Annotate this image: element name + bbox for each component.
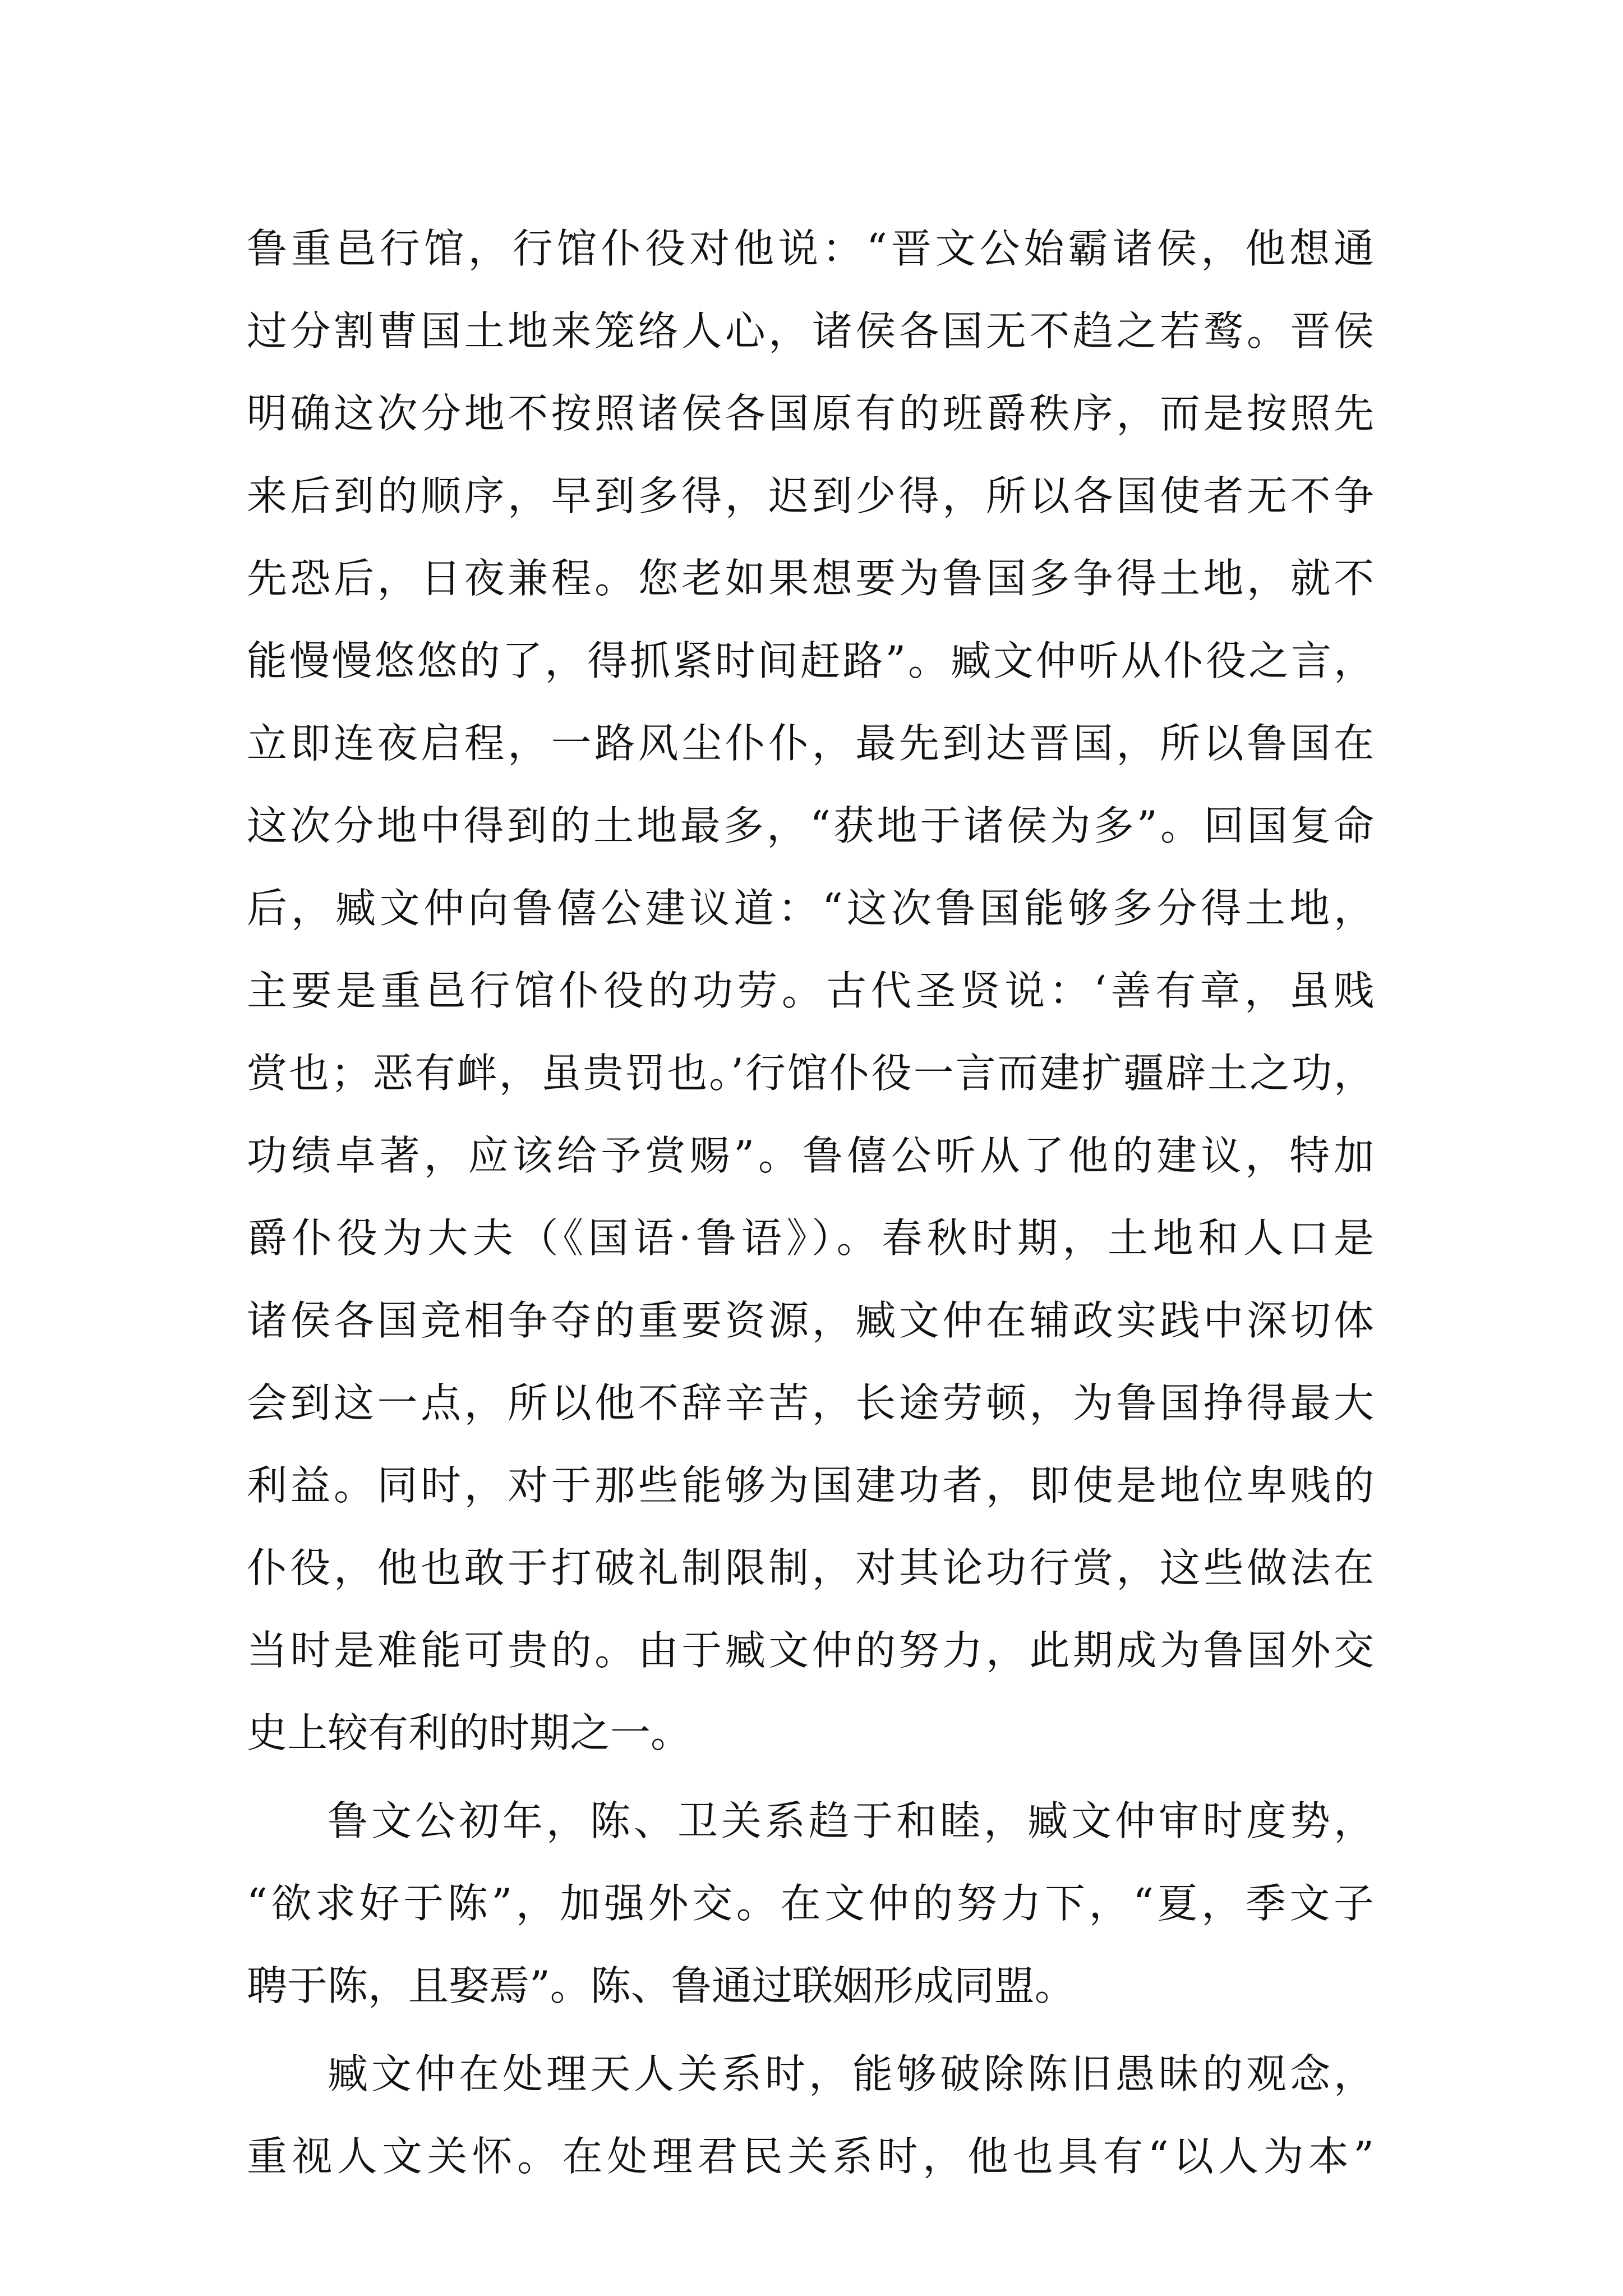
text-line: 仆役，他也敢于打破礼制限制，对其论功行赏，这些做法在 xyxy=(247,1544,1374,1591)
text-line: 爵仆役为大夫（《国语·鲁语》）。春秋时期，土地和人口是 xyxy=(247,1214,1374,1262)
text-line: 当时是难能可贵的。由于臧文仲的努力，此期成为鲁国外交 xyxy=(247,1627,1374,1674)
text-line: 臧文仲在处理天人关系时，能够破除陈旧愚昧的观念， xyxy=(328,2050,1374,2097)
text-line: 功绩卓著，应该给予赏赐”。鲁僖公听从了他的建议，特加 xyxy=(247,1132,1374,1179)
paragraph xyxy=(247,1780,1374,2027)
text-line: 明确这次分地不按照诸侯各国原有的班爵秩序，而是按照先 xyxy=(247,390,1374,437)
text-line: 重视人文关怀。在处理君民关系时，他也具有“以人为本” xyxy=(247,2133,1374,2180)
text-line: 会到这一点，所以他不辞辛苦，长途劳顿，为鲁国挣得最大 xyxy=(247,1379,1374,1427)
paragraph xyxy=(247,2033,1374,2198)
text-line: 主要是重邑行馆仆役的功劳。古代圣贤说：‘善有章，虽贱 xyxy=(247,967,1374,1014)
paragraph-spacer xyxy=(247,1774,1374,1780)
text-line: 赏也；恶有衅，虽贵罚也。’行馆仆役一言而建扩疆辟土之功， xyxy=(247,1050,1374,1097)
text-line: 利益。同时，对于那些能够为国建功者，即使是地位卑贱的 xyxy=(247,1462,1374,1509)
paragraph xyxy=(247,208,1374,1774)
text-line: 能慢慢悠悠的了，得抓紧时间赶路”。臧文仲听从仆役之言， xyxy=(247,637,1374,684)
paragraph-spacer xyxy=(247,2027,1374,2033)
text-line: 先恐后，日夜兼程。您老如果想要为鲁国多争得土地，就不 xyxy=(247,555,1374,602)
text-line: 史上较有利的时期之一。 xyxy=(247,1709,691,1756)
text-line: 聘于陈，且娶焉”。陈、鲁通过联姻形成同盟。 xyxy=(247,1962,1075,2009)
text-line: “欲求好于陈”，加强外交。在文仲的努力下，“夏，季文子 xyxy=(247,1880,1374,1927)
text-line: 这次分地中得到的土地最多，“获地于诸侯为多”。回国复命 xyxy=(247,802,1374,849)
text-line: 诸侯各国竞相争夺的重要资源，臧文仲在辅政实践中深切体 xyxy=(247,1297,1374,1344)
text-line: 鲁文公初年，陈、卫关系趋于和睦，臧文仲审时度势， xyxy=(328,1797,1374,1844)
text-line: 鲁重邑行馆，行馆仆役对他说：“晋文公始霸诸侯，他想通 xyxy=(247,225,1374,272)
text-line: 后，臧文仲向鲁僖公建议道：“这次鲁国能够多分得土地， xyxy=(247,885,1374,932)
text-line: 过分割曹国土地来笼络人心，诸侯各国无不趋之若鹜。晋侯 xyxy=(247,307,1374,355)
text-line: 立即连夜启程，一路风尘仆仆，最先到达晋国，所以鲁国在 xyxy=(247,720,1374,767)
body-text xyxy=(247,208,1374,2198)
text-line: 来后到的顺序，早到多得，迟到少得，所以各国使者无不争 xyxy=(247,472,1374,519)
